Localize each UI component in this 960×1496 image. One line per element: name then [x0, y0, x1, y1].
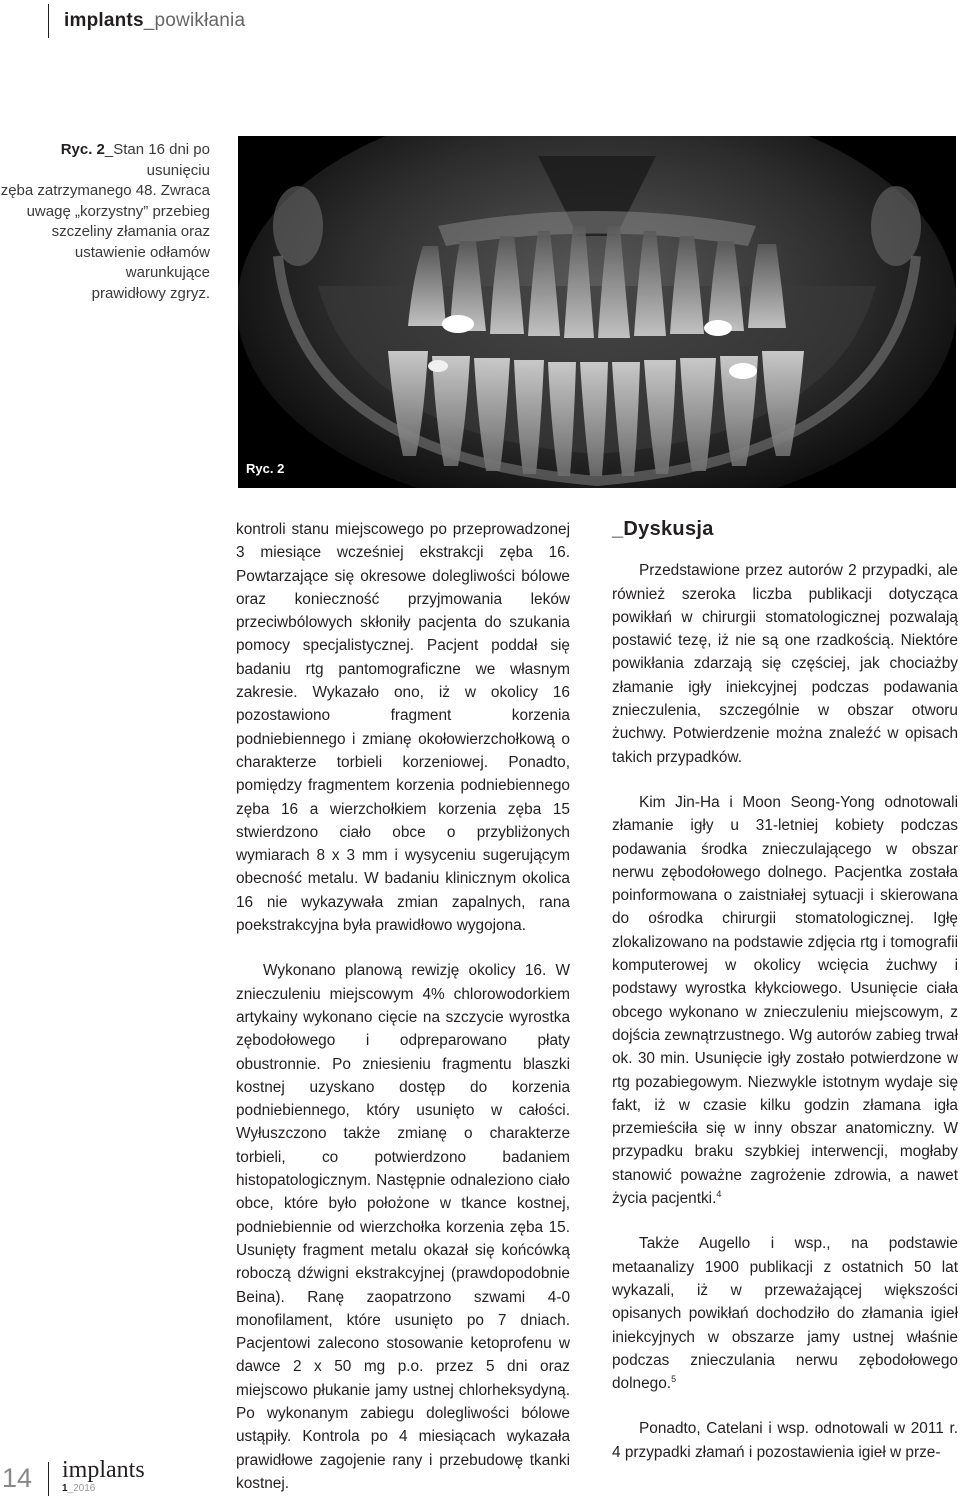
paragraph: Kim Jin-Ha i Moon Seong-Yong odnotowali złamanie igły u 31-letniej kobiety podczas podawania środka znieczulającego w obszar nerwu zębodołowego dolnego. Pacjentka została poinformowana o zaistniałej sytuacji i skierowana do ośrodka chirurgii stomatologicznej. Igłę zlokalizowano na podstawie zdjęcia rtg i tomografii komputerowej w okolicy wcięcia żuchwy i podstawy wyrostka kłykciowego. Usunięcie ciała obcego wykonano w znieczuleniu miejscowym, z dojścia zewnątrzustnego. Wg autorów zabieg trwał ok. 30 min. Usunięcie igły zostało potwierdzone w rtg pozabiegowym. Niezwykle istotnym wydaje się fakt, iż w czasie kilku godzin złamana igła przemieściła się w inny obszar anatomiczny. W przypadku braku szybkiej interwencji, mogłaby stanowić poważne zagrożenie zdrowia, a nawet życia pacjentki.$^4$ — [612, 793, 958, 1208]
issue-number: 1_2016 — [62, 1483, 96, 1494]
body-column-right — [612, 518, 958, 1464]
caption-line-6: prawidłowy zgryz. — [91, 284, 210, 302]
caption-line-5: ustawienie odłamów warunkujące — [74, 243, 210, 281]
reference-marker: 4 — [716, 1188, 722, 1199]
header-rule — [48, 4, 49, 38]
xray-illustration — [238, 136, 956, 488]
journal-logo: implants — [62, 1457, 145, 1483]
paragraph: Także Augello i wsp., na podstawie metaanalizy 1900 publikacji z ostatnich 50 lat wykazali, iż w przeważającej większości opisanych powikłań dochodziło do złamania igieł iniekcyjnych w obszarze jamy ustnej właśnie podczas znieczulania nerwu zębodołowego dolnego.$^5$ — [612, 1235, 958, 1393]
figure-caption — [0, 140, 210, 304]
header-section-name: _powikłania — [143, 10, 246, 31]
caption-line-2: zęba zatrzymanego 48. Zwraca — [0, 182, 210, 199]
page-number: 14 — [2, 1463, 33, 1493]
caption-line-3: uwagę „korzystny” przebieg — [26, 202, 210, 220]
header-journal-name: implants — [64, 10, 144, 31]
paragraph: Wykonano planową rewizję okolicy 16. W znieczuleniu miejscowym 4% chlorowodorkiem artykainy wykonano cięcie na szczycie wyrostka zębodołowego i odpreparowano płaty obustronnie. Po zniesieniu fragmentu blaszki kostnej uzyskano dostęp do korzenia podniebiennego, który usunięto w całości. Wyłuszczono także zmianę o charakterze torbieli, co potwierdzono badaniem histopatologicznym. Następnie odnaleziono ciało obce, które było położone w tkance kostnej, podniebiennie od wierzchołka korzenia zęba 15. Usunięty fragment metalu okazał się końcówką roboczą dźwigni ekstrakcyjnej (prawdopodobnie Beina). Ranę zaopatrzono szwami 4-0 monofilament, które usunięto po 7 dniach. Pacjentowi zalecono stosowanie ketoprofenu w dawce 2 x 50 mg p.o. przez 5 dni oraz miejscowo płukanie jamy ustnej chlorheksydyną. Po wykonanym zabiegu dolegliwości bólowe ustąpiły. Kontrola po 4 miesiącach wykazała prawidłowe zagojenie rany i przebudowę tkanki kostnej. — [236, 962, 570, 1492]
caption-line-1: Ryc. 2_Stan 16 dni po usunięciu — [60, 141, 210, 179]
footer-rule — [48, 1462, 49, 1496]
section-heading: _Dyskusja — [612, 518, 714, 540]
panoramic-xray-image — [238, 136, 956, 488]
caption-lead: Ryc. 2 — [60, 141, 105, 158]
reference-marker: 5 — [671, 1373, 677, 1384]
running-header — [64, 10, 245, 32]
figure-label: Ryc. 2 — [246, 461, 285, 476]
caption-line-4: szczeliny złamania oraz — [51, 223, 210, 240]
paragraph: Przedstawione przez autorów 2 przypadki, ale również szeroka liczba publikacji dotycząca powikłań w chirurgii stomatologicznej pozwalają postawić tezę, iż nie są one rzadkością. Niektóre powikłania zdarzają się częściej, jak chociażby złamanie igły iniekcyjnej podczas podawania znieczulenia, szczególnie w obszar otworu żuchwy. Potwierdzenie można znaleźć w opisach takich przypadków. — [612, 562, 958, 766]
paragraph: kontroli stanu miejscowego po przeprowadzonej 3 miesiące wcześniej ekstrakcji zęba 16. Powtarzające się okresowe dolegliwości bólowe oraz konieczność przyjmowania leków przeciwbólowych skłoniły pacjenta do szukania pomocy specjalistycznej. Pacjent poddał się badaniu rtg pantomograficzne we własnym zakresie. Wykazało ono, iż w okolicy 16 pozostawiono fragment korzenia podniebiennego i zmianę okołowierzchołkową o charakterze torbieli korzeniowej. Ponadto, pomiędzy fragmentem korzenia podniebiennego zęba 16 a wierzchołkiem korzenia zęba 15 stwierdzono ciało obce o przybliżonych wymiarach 8 x 3 mm i wysyceniu sugerującym obecność metalu. W badaniu klinicznym okolica 16 nie wykazywała zmian zapalnych, rana poekstrakcyjna była prawidłowo wygojona. — [236, 521, 570, 935]
paragraph: Ponadto, Catelani i wsp. odnotowali w 2011 r. 4 przypadki złamań i pozostawienia igieł w prze- — [612, 1420, 958, 1461]
body-column-left — [236, 518, 570, 1495]
